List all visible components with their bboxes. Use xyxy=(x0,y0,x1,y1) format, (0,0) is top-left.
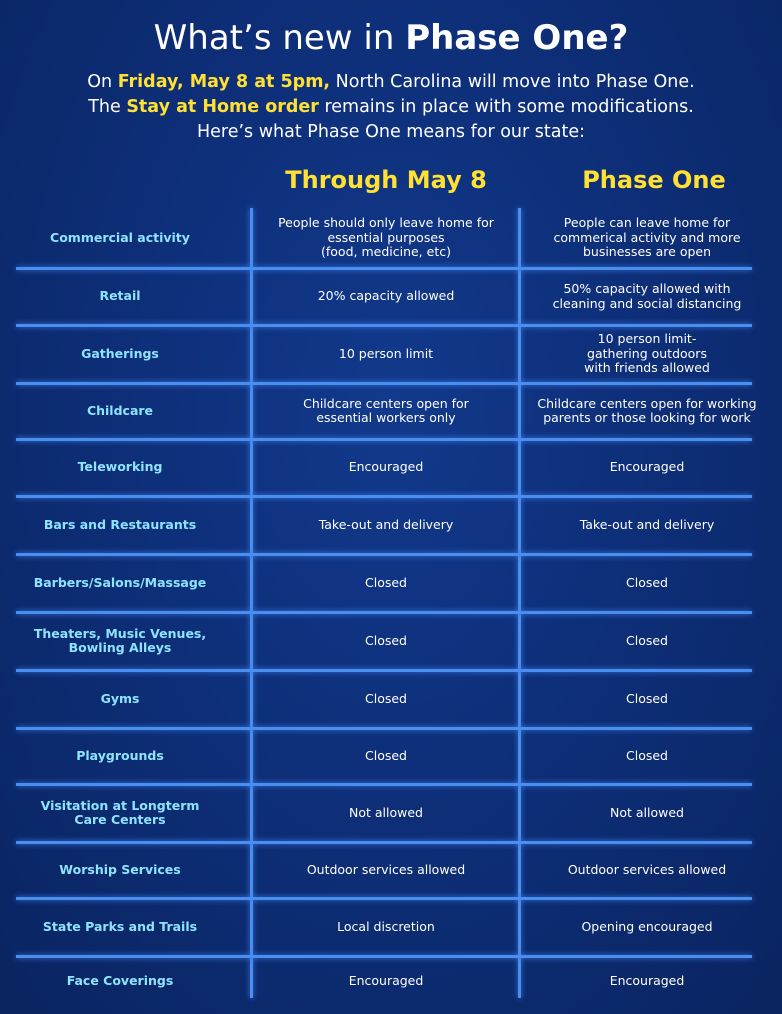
cell-phase-one xyxy=(522,270,772,323)
cell-line: Gyms xyxy=(100,690,140,706)
cell-line: businesses are open xyxy=(582,244,712,260)
cell-line: Closed xyxy=(626,747,668,763)
title-prefix: What’s new in xyxy=(153,18,406,58)
cell-line: People should only leave home for xyxy=(278,215,494,231)
row-label xyxy=(20,958,220,1004)
row-label xyxy=(20,327,220,381)
cell-line: Not allowed xyxy=(349,804,423,820)
intro-highlight: Stay at Home order xyxy=(126,97,319,117)
cell-line: Local discretion xyxy=(337,918,435,934)
intro-segment: On xyxy=(87,72,118,92)
intro-line-2 xyxy=(0,95,782,120)
cell-phase-one xyxy=(522,844,772,896)
cell-through-may-8 xyxy=(254,327,518,381)
cell-line: Opening encouraged xyxy=(581,918,713,934)
intro-segment: Here’s what Phase One means for our state: xyxy=(196,122,586,142)
cell-line: Closed xyxy=(365,747,407,763)
cell-line: Care Centers xyxy=(74,812,166,827)
cell-line: Encouraged xyxy=(609,972,685,988)
cell-line: Barbers/Salons/Massage xyxy=(33,574,207,590)
cell-line: Closed xyxy=(365,690,407,706)
cell-line: parents or those looking for work xyxy=(543,410,751,425)
intro-segment: North Carolina will move into Phase One. xyxy=(330,72,695,92)
cell-line: essential workers only xyxy=(316,410,456,425)
cell-through-may-8 xyxy=(254,441,518,494)
cell-line: Encouraged xyxy=(348,972,424,988)
row-label xyxy=(20,498,220,552)
cell-line: essential purposes xyxy=(327,229,445,245)
cell-through-may-8 xyxy=(254,210,518,266)
cell-line: Gatherings xyxy=(81,345,159,361)
cell-through-may-8 xyxy=(254,900,518,954)
intro-segment: remains in place with some modifications. xyxy=(318,97,694,117)
cell-line: 10 person limit- xyxy=(597,331,697,347)
cell-through-may-8 xyxy=(254,614,518,668)
title-bold: Phase One? xyxy=(405,18,629,58)
row-label xyxy=(20,672,220,726)
row-label xyxy=(20,786,220,840)
cell-line: Outdoor services allowed xyxy=(567,861,727,877)
cell-phase-one xyxy=(522,786,772,840)
cell-through-may-8 xyxy=(254,730,518,782)
cell-line: Childcare centers open for xyxy=(303,395,469,411)
cell-through-may-8 xyxy=(254,844,518,896)
cell-through-may-8 xyxy=(254,672,518,726)
cell-line: Closed xyxy=(365,632,407,648)
cell-line: Encouraged xyxy=(348,459,424,475)
cell-phase-one xyxy=(522,210,772,266)
cell-phase-one xyxy=(522,672,772,726)
cell-line: Closed xyxy=(365,574,407,590)
cell-through-may-8 xyxy=(254,958,518,1004)
cell-line: Worship Services xyxy=(59,861,181,877)
cell-line: Commercial activity xyxy=(50,229,190,245)
cell-line: Childcare centers open for working xyxy=(537,395,757,411)
cell-line: (food, medicine, etc) xyxy=(321,244,451,260)
row-label xyxy=(20,270,220,323)
cell-through-may-8 xyxy=(254,385,518,437)
page-title xyxy=(0,14,782,62)
cell-phase-one xyxy=(522,441,772,494)
row-label xyxy=(20,614,220,668)
intro-text xyxy=(0,70,782,145)
cell-line: Not allowed xyxy=(610,804,684,820)
row-label xyxy=(20,844,220,896)
cell-line: 50% capacity allowed with xyxy=(563,281,731,296)
cell-through-may-8 xyxy=(254,270,518,323)
cell-phase-one xyxy=(522,958,772,1004)
cell-line: 10 person limit xyxy=(338,345,434,361)
cell-phase-one xyxy=(522,556,772,610)
intro-line-1 xyxy=(0,70,782,95)
cell-line: gathering outdoors xyxy=(587,345,707,361)
row-label xyxy=(20,556,220,610)
row-label xyxy=(20,730,220,782)
row-label xyxy=(20,210,220,266)
cell-line: Closed xyxy=(626,690,668,706)
cell-line: Teleworking xyxy=(77,459,163,475)
intro-highlight: Friday, May 8 at 5pm, xyxy=(117,72,331,92)
column-header-through-may-8: Through May 8 xyxy=(285,166,487,194)
cell-line: Retail xyxy=(99,288,141,304)
cell-line: Bowling Alleys xyxy=(68,640,172,655)
cell-line: People can leave home for xyxy=(563,215,731,231)
cell-line: Outdoor services allowed xyxy=(306,861,466,877)
cell-phase-one xyxy=(522,730,772,782)
cell-phase-one xyxy=(522,385,772,437)
cell-line: Take-out and delivery xyxy=(318,516,454,532)
cell-line: Childcare xyxy=(86,402,154,418)
row-label xyxy=(20,441,220,494)
cell-line: with friends allowed xyxy=(584,360,710,376)
cell-line: Playgrounds xyxy=(76,747,164,763)
cell-line: Visitation at Longterm xyxy=(40,797,200,813)
row-label xyxy=(20,385,220,437)
cell-phase-one xyxy=(522,498,772,552)
cell-through-may-8 xyxy=(254,786,518,840)
cell-line: Closed xyxy=(626,632,668,648)
cell-line: commerical activity and more xyxy=(553,229,741,245)
intro-line-3 xyxy=(0,120,782,145)
cell-through-may-8 xyxy=(254,556,518,610)
cell-line: Encouraged xyxy=(609,459,685,475)
cell-line: cleaning and social distancing xyxy=(552,295,742,311)
cell-phase-one xyxy=(522,614,772,668)
cell-line: 20% capacity allowed xyxy=(317,288,455,304)
cell-line: State Parks and Trails xyxy=(42,918,198,934)
cell-line: Take-out and delivery xyxy=(579,516,715,532)
intro-segment: The xyxy=(88,97,127,117)
cell-line: Closed xyxy=(626,574,668,590)
row-label xyxy=(20,900,220,954)
cell-phase-one xyxy=(522,900,772,954)
cell-through-may-8 xyxy=(254,498,518,552)
cell-line: Face Coverings xyxy=(66,972,174,988)
column-header-phase-one: Phase One xyxy=(582,166,726,194)
cell-phase-one xyxy=(522,327,772,381)
cell-line: Bars and Restaurants xyxy=(43,516,197,532)
cell-line: Theaters, Music Venues, xyxy=(33,625,207,641)
